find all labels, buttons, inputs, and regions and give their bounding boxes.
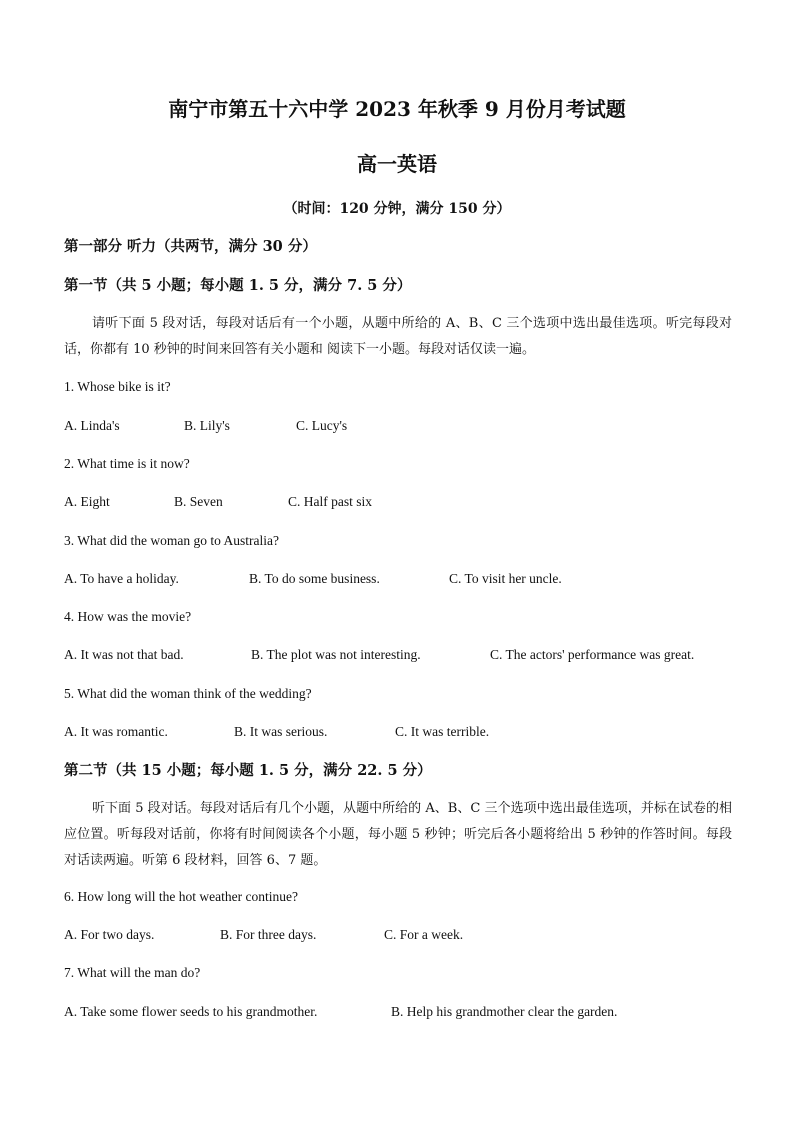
- q7-option-a: A. Take some flower seeds to his grandmother.: [64, 1004, 318, 1019]
- q4-option-b: B. The plot was not interesting.: [251, 647, 421, 662]
- question-2: 2. What time is it now?: [64, 456, 190, 471]
- question-6: 6. How long will the hot weather continue?: [64, 889, 298, 904]
- q1-option-b: B. Lily's: [184, 418, 230, 433]
- q1-option-c: C. Lucy's: [296, 418, 348, 433]
- q3-option-a: A. To have a holiday.: [64, 571, 179, 586]
- exam-title: 南宁市第五十六中学 2023 年秋季 9 月份月考试题: [168, 97, 626, 121]
- q6-option-a: A. For two days.: [64, 927, 155, 942]
- q1-option-a: A. Linda's: [64, 418, 120, 433]
- q5-option-a: A. It was romantic.: [64, 724, 168, 739]
- section2-heading: 第二节（共 15 小题；每小题 1. 5 分，满分 22. 5 分）: [64, 762, 432, 779]
- question-7: 7. What will the man do?: [64, 965, 201, 980]
- q4-option-c: C. The actors' performance was great.: [490, 647, 695, 662]
- section1-heading: 第一节（共 5 小题；每小题 1. 5 分，满分 7. 5 分）: [64, 277, 412, 294]
- q3-option-c: C. To visit her uncle.: [449, 571, 562, 586]
- q2-option-c: C. Half past six: [288, 494, 372, 509]
- q5-option-c: C. It was terrible.: [395, 724, 490, 739]
- section2-instructions: 听下面 5 段对话。每段对话后有几个小题，从题中所给的 A、B、C 三个选项中选出最佳选项，并标在试卷的相应位置。听每段对话前，你将有时间阅读各个小题，每小题 5 秒钟；听完后各小题将给出 5 秒钟的作答时间。每段对话读两遍。听第 6 段材料，回答 6、7 题。: [64, 801, 732, 868]
- q6-option-c: C. For a week.: [384, 927, 464, 942]
- subject-title: 高一英语: [357, 152, 437, 176]
- question-1: 1. Whose bike is it?: [64, 379, 171, 394]
- q4-option-a: A. It was not that bad.: [64, 647, 184, 662]
- part1-heading: 第一部分 听力（共两节，满分 30 分）: [64, 238, 317, 255]
- q3-option-b: B. To do some business.: [249, 571, 380, 586]
- section1-instructions: 请听下面 5 段对话，每段对话后有一个小题，从题中所给的 A、B、C 三个选项中选出最佳选项。听完每段对话，你都有 10 秒钟的时间来回答有关小题和 阅读下一小题。每段对话仅读一遍。: [64, 316, 732, 357]
- q5-option-b: B. It was serious.: [234, 724, 328, 739]
- question-5: 5. What did the woman think of the wedding?: [64, 686, 312, 701]
- q6-option-b: B. For three days.: [220, 927, 317, 942]
- time-info: （时间：120 分钟，满分 150 分）: [283, 201, 511, 217]
- q7-option-b: B. Help his grandmother clear the garden.: [391, 1004, 618, 1019]
- question-3: 3. What did the woman go to Australia?: [64, 533, 279, 548]
- q2-option-a: A. Eight: [64, 494, 110, 509]
- q2-option-b: B. Seven: [174, 494, 223, 509]
- question-4: 4. How was the movie?: [64, 609, 192, 624]
